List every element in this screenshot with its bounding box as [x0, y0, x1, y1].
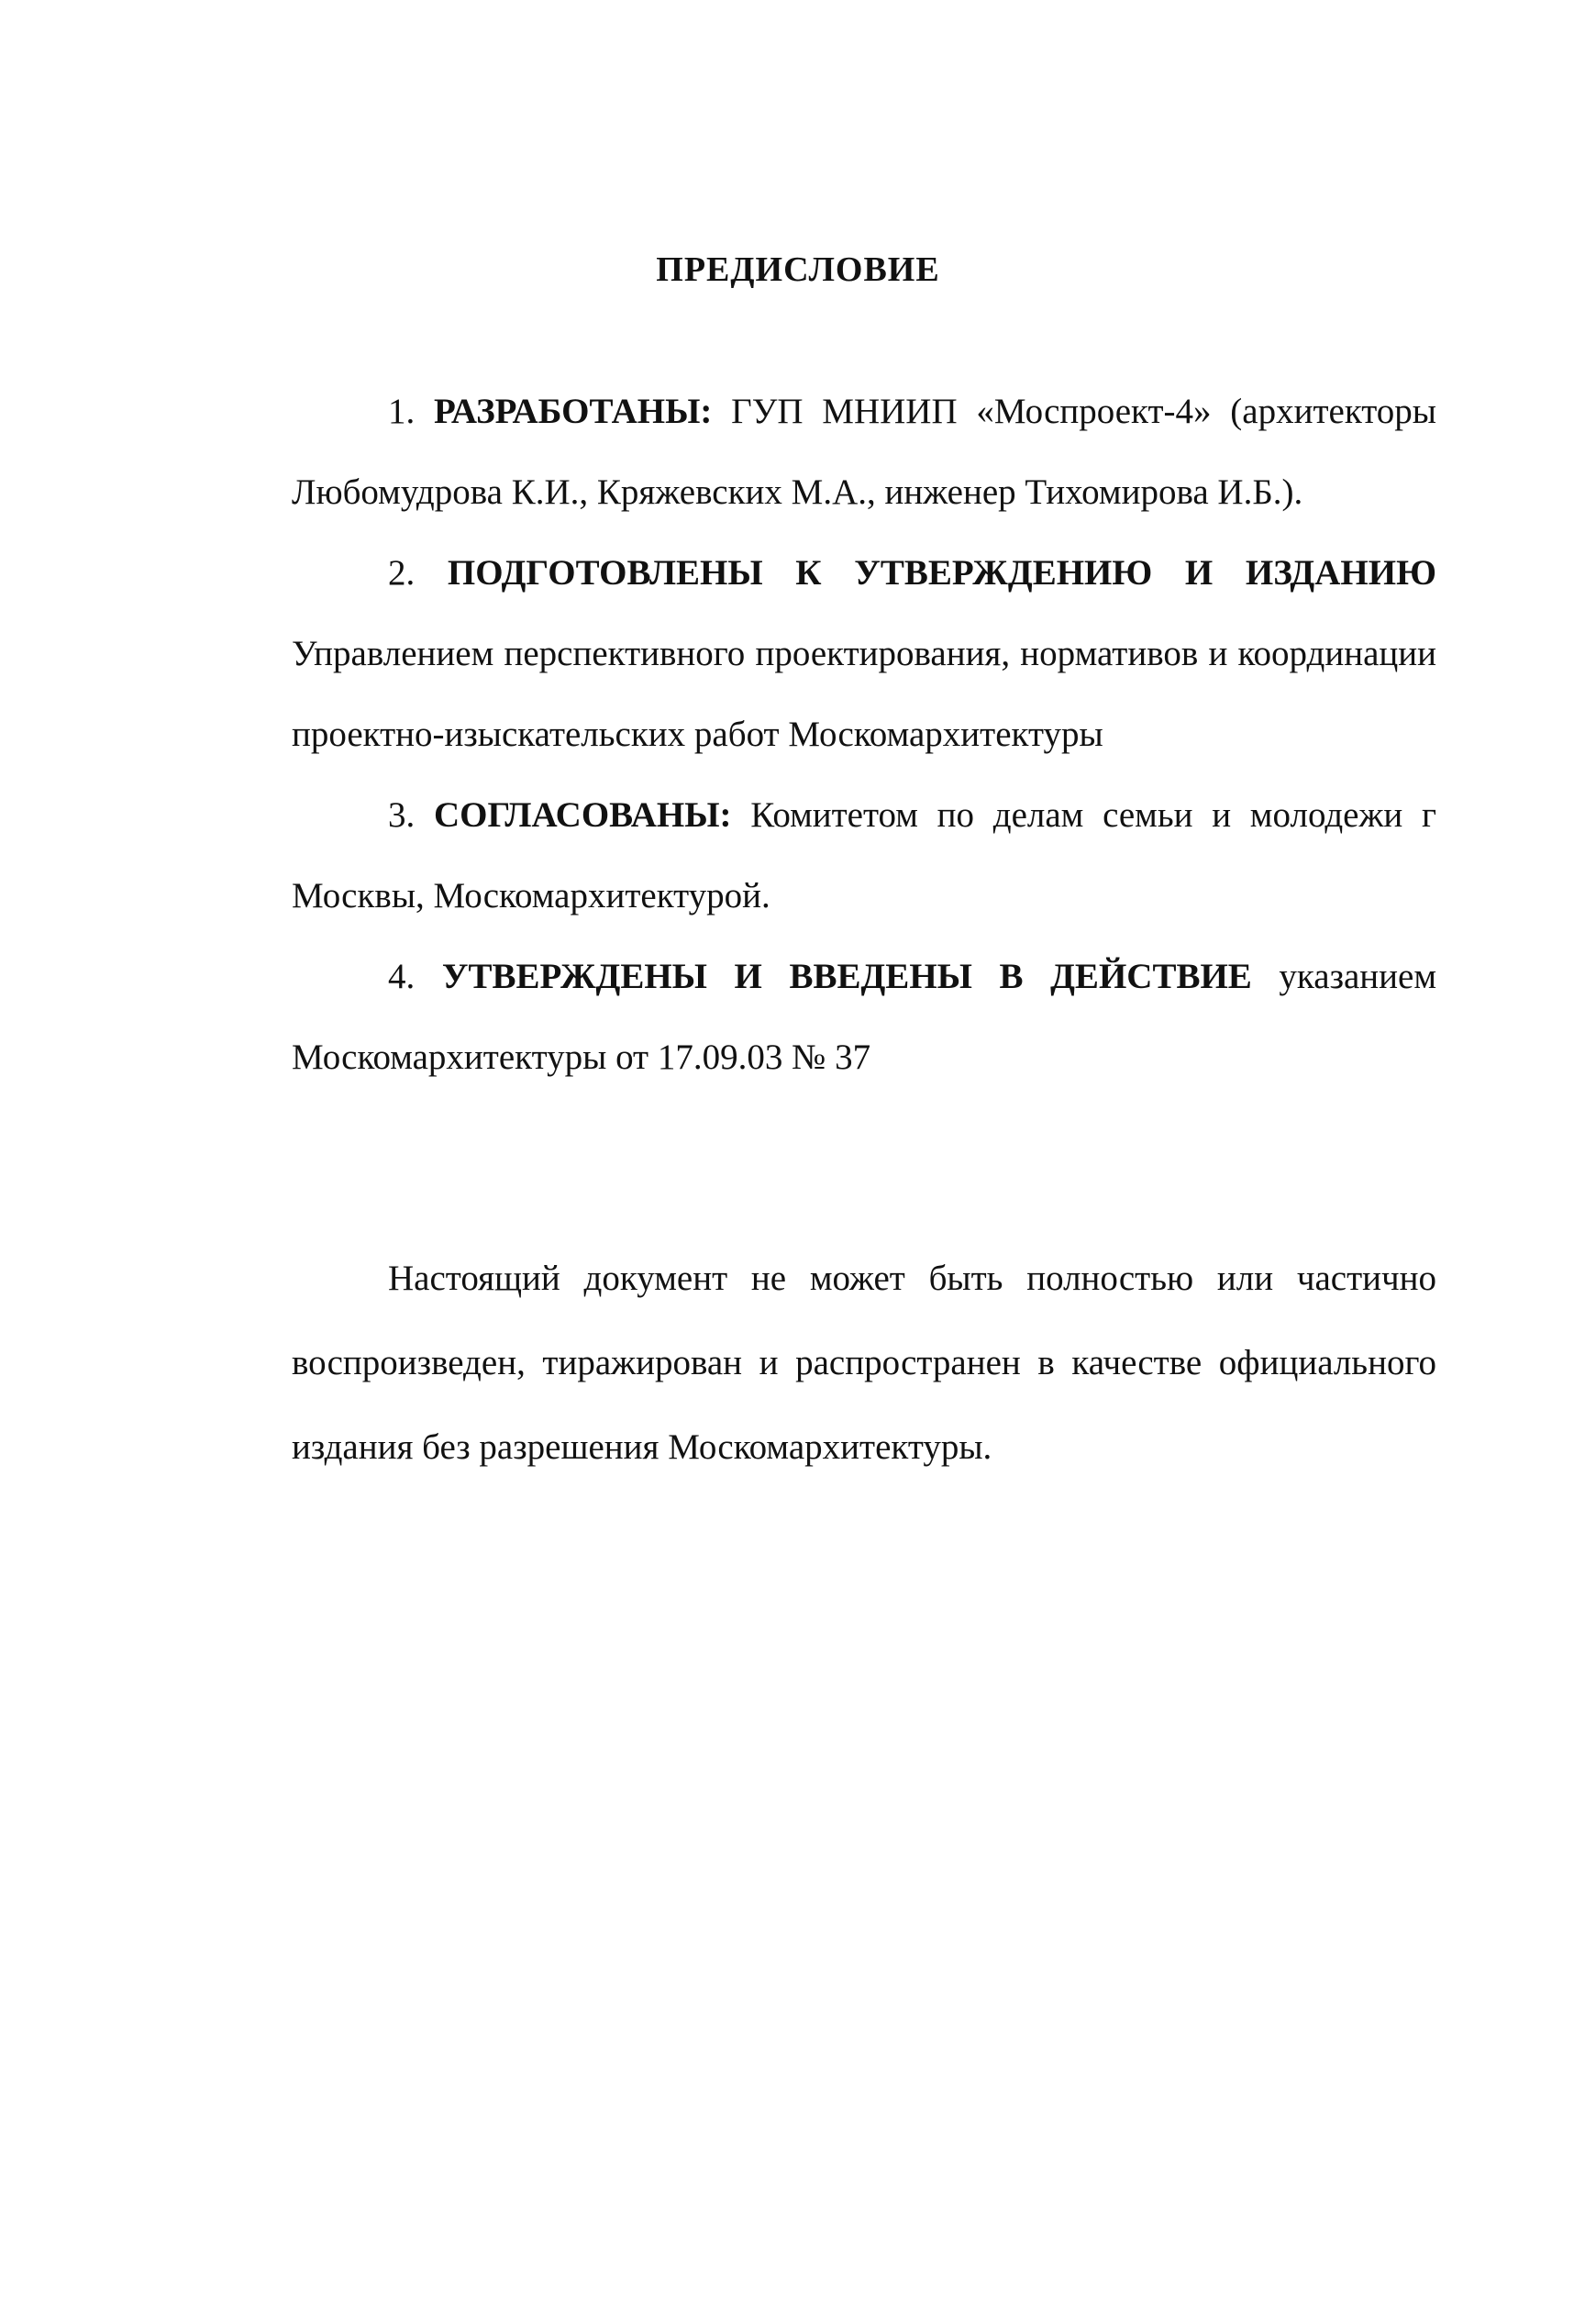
item-heading: РАЗРАБОТАНЫ:	[434, 392, 713, 431]
item-text: Комитетом по делам семьи и молодежи г Москвы, Москомархитектурой.	[292, 795, 1436, 915]
copyright-notice-block	[292, 1237, 1436, 1490]
preface-item-agreed	[292, 775, 1436, 937]
item-number: 3.	[388, 795, 416, 835]
item-heading: ПОДГОТОВЛЕНЫ К УТВЕРЖДЕНИЮ И ИЗДАНИЮ	[447, 553, 1437, 593]
page-title: ПРЕДИСЛОВИЕ	[656, 250, 940, 289]
preface-item-prepared	[292, 533, 1436, 775]
item-heading: УТВЕРЖДЕНЫ И ВВЕДЕНЫ В ДЕЙСТВИЕ	[441, 957, 1252, 996]
copyright-notice: Настоящий документ не может быть полностью или частично воспроизведен, тиражирован и распространен в качестве официального издания без разрешения Москомархитектуры.	[292, 1259, 1436, 1467]
preface-list	[292, 372, 1436, 1098]
item-number: 2.	[388, 553, 416, 593]
item-number: 4.	[388, 957, 416, 996]
item-text: ГУП МНИИП «Моспроект-4» (архитекторы Любомудрова К.И., Кряжевских М.А., инженер Тихомирова И.Б.).	[292, 392, 1436, 512]
preface-item-approved	[292, 937, 1436, 1098]
item-text: указанием Москомархитектуры от 17.09.03 № 37	[292, 957, 1437, 1077]
item-text: Управлением перспективного проектирования, нормативов и координации проектно-изыскательских работ Москомархитектуры	[292, 634, 1436, 754]
preface-item-developed	[292, 372, 1436, 533]
item-number: 1.	[388, 392, 416, 431]
item-heading: СОГЛАСОВАНЫ:	[433, 795, 732, 835]
